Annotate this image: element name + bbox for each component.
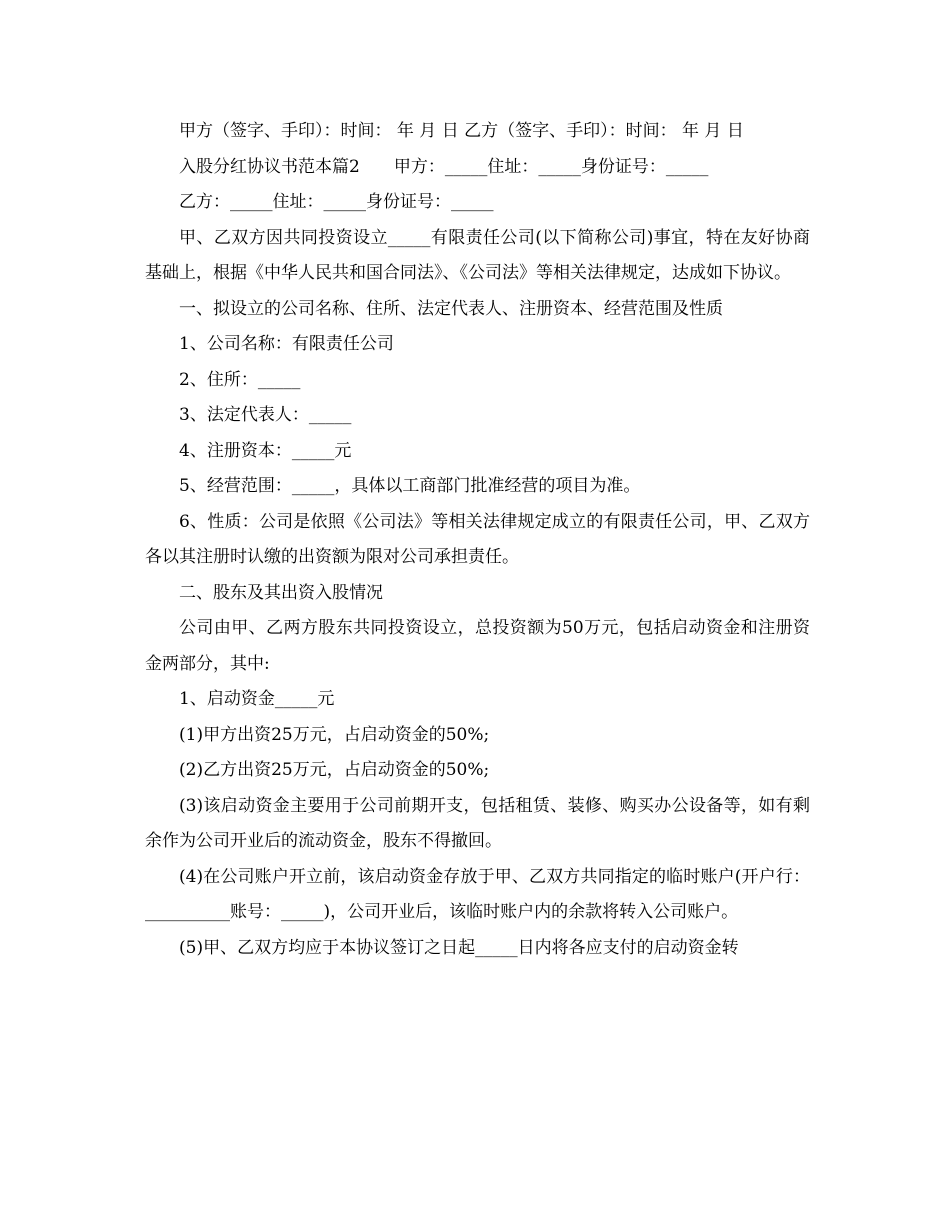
legal-rep-item: 3、法定代表人：_____ bbox=[179, 405, 352, 425]
fund-usage-clause: (3)该启动资金主要用于公司前期开支，包括租赁、装修、购买办公设备等，如有剩余作为公司开业后的流动资金，股东不得撤回。 bbox=[145, 795, 810, 851]
article-two-heading: 二、股东及其出资入股情况 bbox=[179, 582, 383, 603]
article-one-heading: 一、拟设立的公司名称、住所、法定代表人、注册资本、经营范围及性质 bbox=[179, 298, 723, 319]
nature-item: 6、性质：公司是依照《公司法》等相关法律规定成立的有限责任公司，甲、乙双方各以其注册时认缴的出资额为限对公司承担责任。 bbox=[145, 511, 810, 567]
startup-fund-item: 1、启动资金_____元 bbox=[179, 689, 335, 709]
preamble-paragraph: 甲、乙双方因共同投资设立_____有限责任公司(以下简称公司)事宜，特在友好协商基础上，根据《中华人民共和国合同法》、《公司法》等相关法律规定，达成如下协议。 bbox=[145, 227, 810, 283]
section-heading-party-a: 入股分红协议书范本篇2 甲方：_____住址：_____身份证号：_____ bbox=[179, 156, 709, 177]
payment-deadline-clause: (5)甲、乙双方均应于本协议签订之日起_____日内将各应支付的启动资金转 bbox=[179, 937, 739, 958]
signature-line: 甲方（签字、手印）：时间： 年 月 日 乙方（签字、手印）：时间： 年 月 日 bbox=[179, 121, 744, 141]
address-item: 2、住所：_____ bbox=[179, 369, 301, 390]
party-b-line: 乙方：_____住址：_____身份证号：_____ bbox=[179, 192, 494, 212]
temporary-account-clause: (4)在公司账户开立前，该启动资金存放于甲、乙双方共同指定的临时账户(开户行：__________账号：_____)，公司开业后，该临时账户内的余款将转入公司账户。 bbox=[145, 866, 810, 922]
party-a-contribution: (1)甲方出资25万元，占启动资金的50%; bbox=[179, 724, 490, 745]
investment-paragraph: 公司由甲、乙两方股东共同投资设立，总投资额为50万元，包括启动资金和注册资金两部分，其中: bbox=[145, 618, 810, 674]
company-name-item: 1、公司名称：有限责任公司 bbox=[179, 334, 394, 354]
business-scope-item: 5、经营范围：_____，具体以工商部门批准经营的项目为准。 bbox=[179, 476, 641, 496]
document-body bbox=[145, 114, 810, 966]
party-b-contribution: (2)乙方出资25万元，占启动资金的50%; bbox=[179, 760, 490, 780]
registered-capital-item: 4、注册资本：_____元 bbox=[179, 440, 352, 461]
